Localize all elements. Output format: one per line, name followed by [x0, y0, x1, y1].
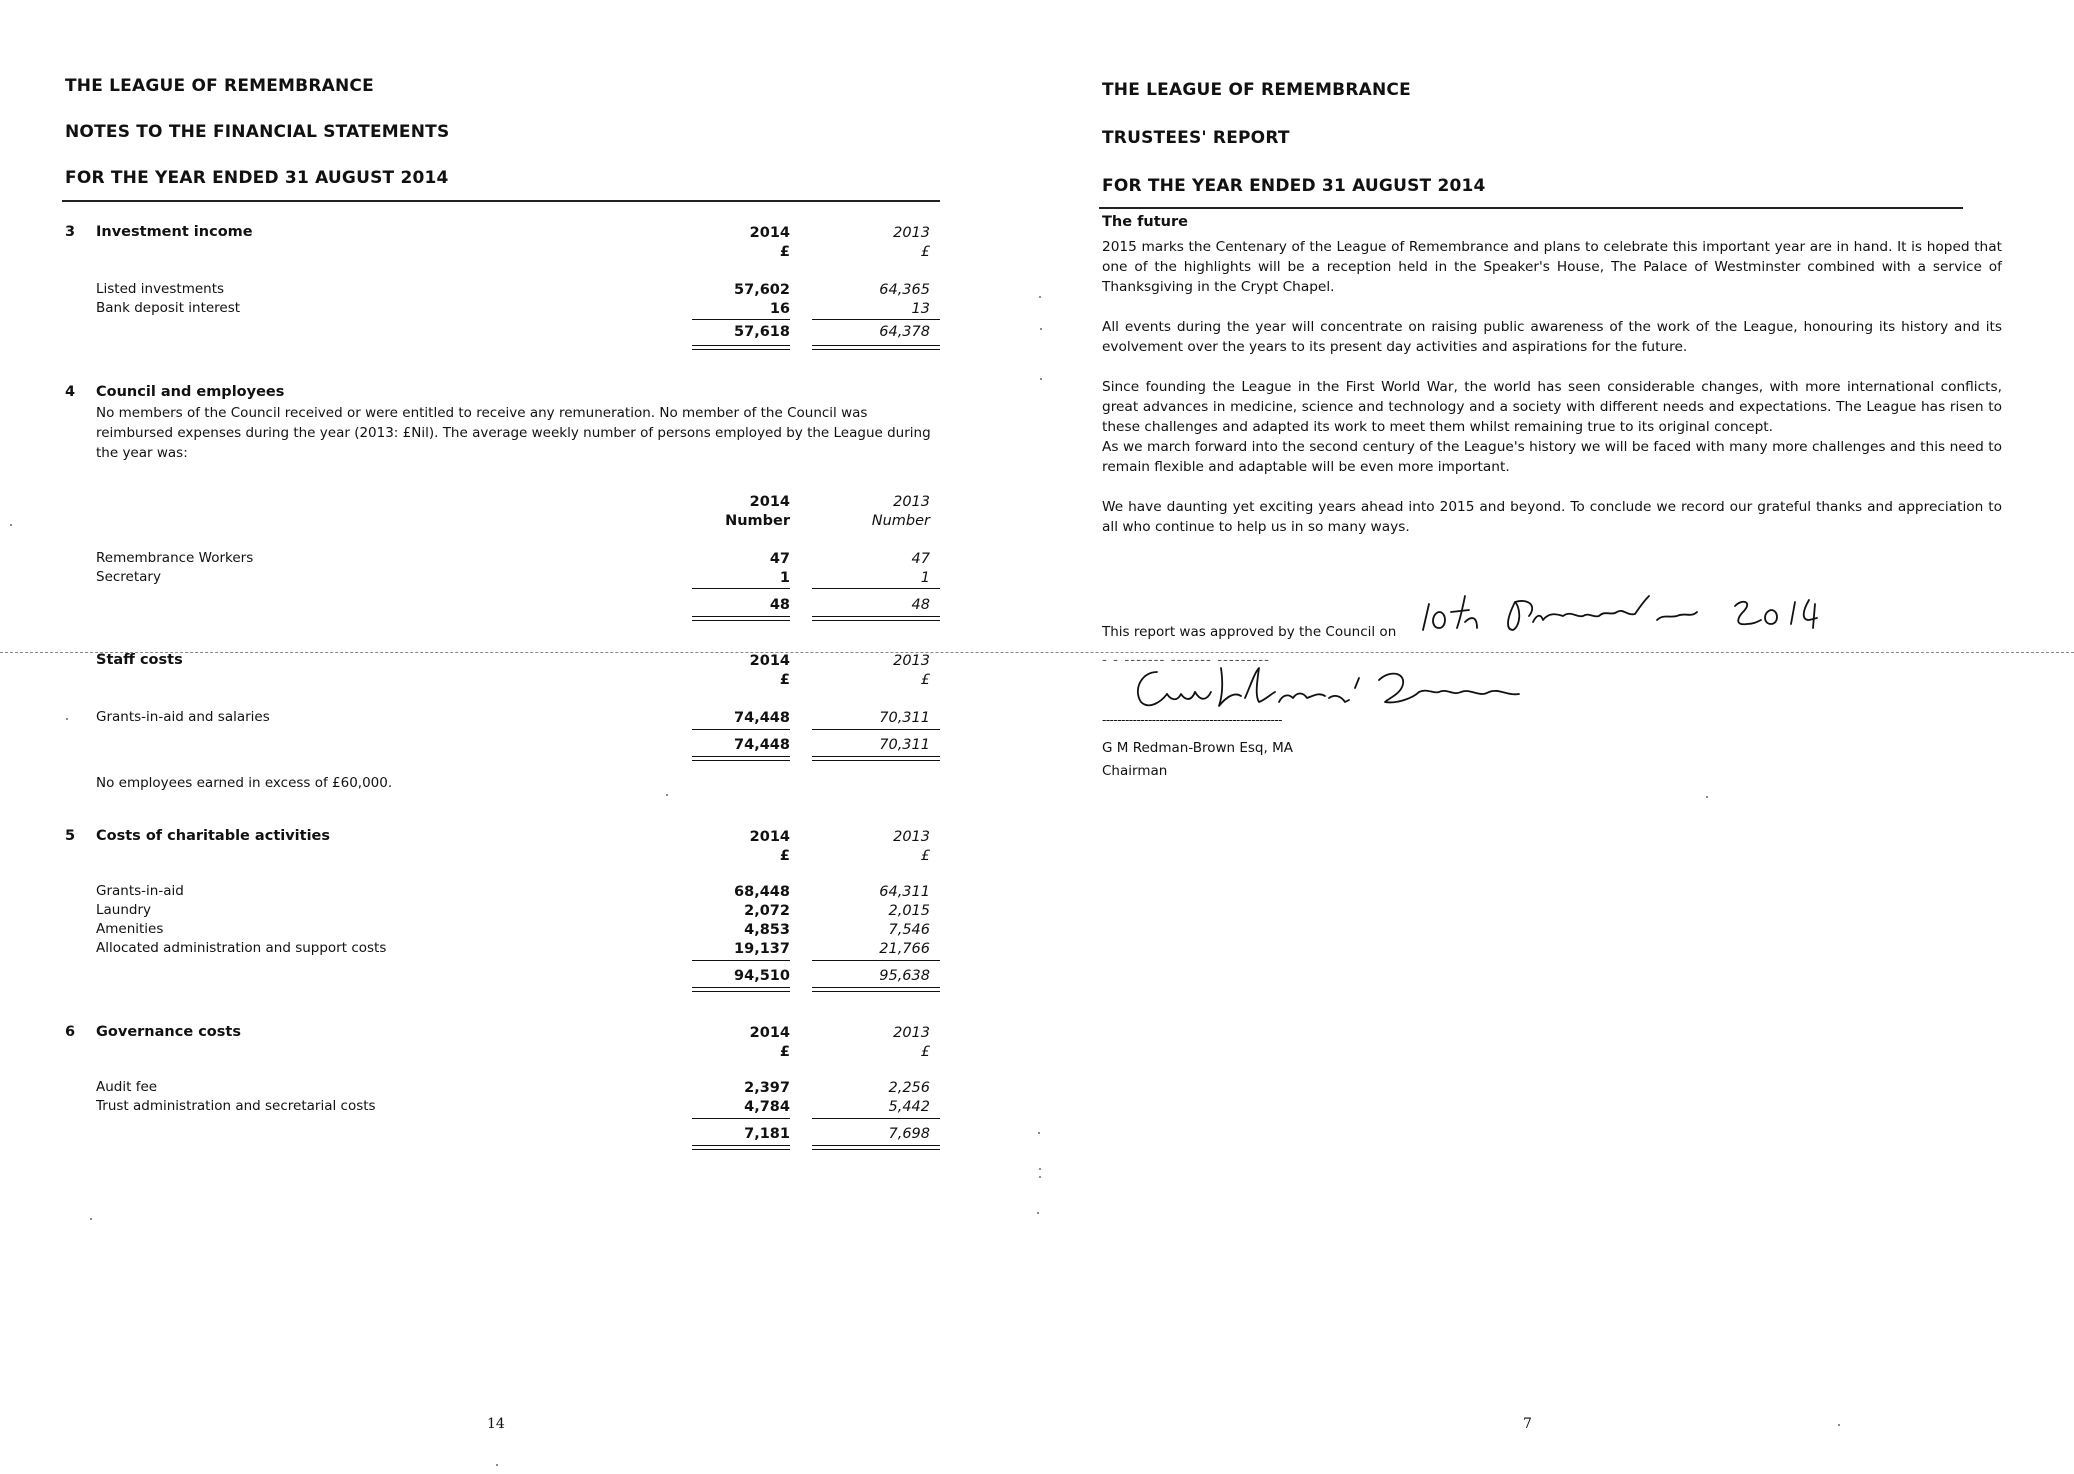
value-2013: 13: [911, 301, 930, 317]
value-2014: 16: [769, 301, 790, 317]
total-2014: 48: [769, 597, 790, 613]
total-double-rule: [692, 345, 790, 350]
section-title: Investment income: [96, 224, 253, 240]
col-unit-2014: £: [779, 1044, 790, 1060]
approval-text: This report was approved by the Council on: [1102, 624, 1397, 640]
subtotal-rule: [812, 729, 940, 730]
signatory-name: G M Redman-Brown Esq, MA: [1102, 740, 1293, 756]
scan-speck: [90, 1218, 92, 1220]
scan-speck: [1037, 1212, 1039, 1214]
scan-speck: [66, 718, 68, 720]
subtotal-rule: [692, 319, 790, 320]
section-paragraph: No members of the Council received or were entitled to receive any remuneration. No member of the Council was reimbursed expenses during the year (2013: £Nil). The average weekly number of persons employed by the League during the year was:: [96, 405, 931, 461]
period-heading: FOR THE YEAR ENDED 31 AUGUST 2014: [65, 168, 449, 188]
col-header-2013: 2013: [893, 829, 930, 845]
row-label: Audit fee: [96, 1079, 158, 1095]
scan-speck: [496, 1464, 498, 1466]
row-label: Allocated administration and support costs: [96, 940, 387, 956]
section-title: Council and employees: [96, 384, 285, 400]
page-title: NOTES TO THE FINANCIAL STATEMENTS: [65, 122, 450, 142]
value-2013: 64,311: [879, 884, 930, 900]
page-number: 7: [1523, 1416, 1532, 1432]
scan-speck: [1038, 1132, 1040, 1134]
trustees-report-page: [1037, 0, 2074, 1474]
col-unit-2013: £: [920, 1044, 930, 1060]
subtotal-rule: [692, 1118, 790, 1119]
scan-speck: [10, 524, 12, 526]
scan-speck: [1838, 1424, 1840, 1426]
section-number: 3: [65, 224, 76, 240]
value-2014: 68,448: [734, 884, 790, 900]
total-double-rule: [692, 756, 790, 761]
col-header-2014: 2014: [749, 1025, 790, 1041]
total-2014: 94,510: [734, 968, 790, 984]
subtotal-rule: [812, 588, 940, 589]
total-2014: 7,181: [744, 1126, 790, 1142]
scan-speck: [1039, 1176, 1041, 1178]
col-unit-2014: £: [779, 672, 790, 688]
col-header-2014: 2014: [749, 494, 790, 510]
total-double-rule: [692, 616, 790, 621]
section-number: 6: [65, 1024, 76, 1040]
col-unit-2014: Number: [725, 513, 790, 529]
total-2014: 74,448: [734, 737, 790, 753]
value-2013: 21,766: [879, 941, 930, 957]
future-paragraph-1: 2015 marks the Centenary of the League of Remembrance and plans to celebrate this important year are in hand. It is hoped that one of the highlights will be a reception held in the Speaker's House, The Palace of Westminster combined with a service of Thanksgiving in the Crypt Chapel.: [1102, 239, 2002, 295]
page-number: 14: [487, 1416, 505, 1432]
subtotal-rule: [812, 1118, 940, 1119]
scan-speck: [1039, 296, 1041, 298]
total-2013: 7,698: [888, 1126, 930, 1142]
total-double-rule: [812, 345, 940, 350]
value-2013: 2,015: [888, 903, 930, 919]
value-2014: 57,602: [734, 282, 790, 298]
total-double-rule: [692, 987, 790, 992]
value-2014: 4,784: [744, 1099, 790, 1115]
col-unit-2013: Number: [871, 513, 930, 529]
total-2014: 57,618: [734, 324, 790, 340]
total-double-rule: [692, 1145, 790, 1150]
future-paragraph-3: Since founding the League in the First World War, the world has seen considerable changes, with more international conflicts, great advances in medicine, science and technology and a society with different needs and expectations. The League has risen to these challenges and adapted its work to meet them whilst remaining true to its original concept.: [1102, 379, 2002, 435]
value-2013: 5,442: [888, 1099, 930, 1115]
row-label: Laundry: [96, 902, 152, 918]
total-double-rule: [812, 987, 940, 992]
total-double-rule: [812, 616, 940, 621]
org-name: THE LEAGUE OF REMEMBRANCE: [65, 76, 374, 96]
value-2014: 19,137: [734, 941, 790, 957]
col-unit-2014: £: [779, 244, 790, 260]
value-2014: 74,448: [734, 710, 790, 726]
row-label: Trust administration and secretarial costs: [96, 1098, 376, 1114]
scan-speck: [1040, 378, 1042, 380]
col-header-2013: 2013: [893, 653, 930, 669]
section-number: 5: [65, 828, 76, 844]
value-2014: 2,397: [744, 1080, 790, 1096]
value-2013: 64,365: [879, 282, 930, 298]
row-label: Amenities: [96, 921, 164, 937]
header-rule: [1099, 207, 1963, 209]
row-label: Grants-in-aid and salaries: [96, 709, 270, 725]
row-label: Secretary: [96, 569, 161, 585]
handwritten-date-signature: [1417, 582, 1877, 642]
col-header-2013: 2013: [893, 225, 930, 241]
signature-dotted-line: -----------------------------------------------: [1102, 713, 1283, 727]
staff-costs-title: Staff costs: [96, 652, 183, 668]
future-paragraph-4: As we march forward into the second century of the League's history we will be faced with many more challenges and this need to remain flexible and adaptable will be even more important.: [1102, 439, 2002, 475]
value-2013: 70,311: [879, 710, 930, 726]
col-unit-2013: £: [920, 244, 930, 260]
page-title: TRUSTEES' REPORT: [1102, 128, 1290, 148]
org-name: THE LEAGUE OF REMEMBRANCE: [1102, 80, 1411, 100]
total-double-rule: [812, 1145, 940, 1150]
future-heading: The future: [1102, 214, 1188, 230]
future-paragraph-5: We have daunting yet exciting years ahead into 2015 and beyond. To conclude we record our grateful thanks and appreciation to all who continue to help us in so many ways.: [1102, 499, 2002, 535]
scan-speck: [666, 794, 668, 796]
total-2013: 70,311: [879, 737, 930, 753]
section-title: Governance costs: [96, 1024, 241, 1040]
col-header-2014: 2014: [749, 829, 790, 845]
scan-speck: [1040, 328, 1042, 330]
note-text: No employees earned in excess of £60,000.: [96, 775, 393, 791]
value-2013: 47: [911, 551, 930, 567]
value-2013: 2,256: [888, 1080, 930, 1096]
col-unit-2013: £: [920, 848, 930, 864]
period-heading: FOR THE YEAR ENDED 31 AUGUST 2014: [1102, 176, 1486, 196]
total-2013: 48: [911, 597, 930, 613]
col-header-2014: 2014: [749, 225, 790, 241]
section-title: Costs of charitable activities: [96, 828, 331, 844]
col-unit-2014: £: [779, 848, 790, 864]
subtotal-rule: [812, 960, 940, 961]
total-2013: 64,378: [879, 324, 930, 340]
col-unit-2013: £: [920, 672, 930, 688]
subtotal-rule: [692, 588, 790, 589]
col-header-2013: 2013: [893, 1025, 930, 1041]
row-label: Listed investments: [96, 281, 225, 297]
header-rule: [62, 200, 940, 202]
subtotal-rule: [692, 729, 790, 730]
value-2014: 47: [769, 551, 790, 567]
subtotal-rule: [812, 319, 940, 320]
row-label: Bank deposit interest: [96, 300, 241, 316]
signatory-role: Chairman: [1102, 763, 1168, 779]
total-2013: 95,638: [879, 968, 930, 984]
total-double-rule: [812, 756, 940, 761]
value-2013: 7,546: [888, 922, 930, 938]
future-paragraph-2: All events during the year will concentrate on raising public awareness of the work of the League, honouring its history and its evolvement over the years to its present day activities and aspirations for the future.: [1102, 319, 2002, 355]
row-label: Grants-in-aid: [96, 883, 184, 899]
value-2014: 2,072: [744, 903, 790, 919]
col-header-2014: 2014: [749, 653, 790, 669]
signature-rule-dashes: - - ------- ------- ---------: [1102, 652, 1270, 668]
value-2014: 1: [779, 570, 790, 586]
scan-speck: [1039, 1168, 1041, 1170]
row-label: Remembrance Workers: [96, 550, 254, 566]
section-number: 4: [65, 384, 76, 400]
value-2014: 4,853: [744, 922, 790, 938]
scan-speck: [1706, 796, 1708, 798]
subtotal-rule: [692, 960, 790, 961]
value-2013: 1: [920, 570, 930, 586]
col-header-2013: 2013: [893, 494, 930, 510]
